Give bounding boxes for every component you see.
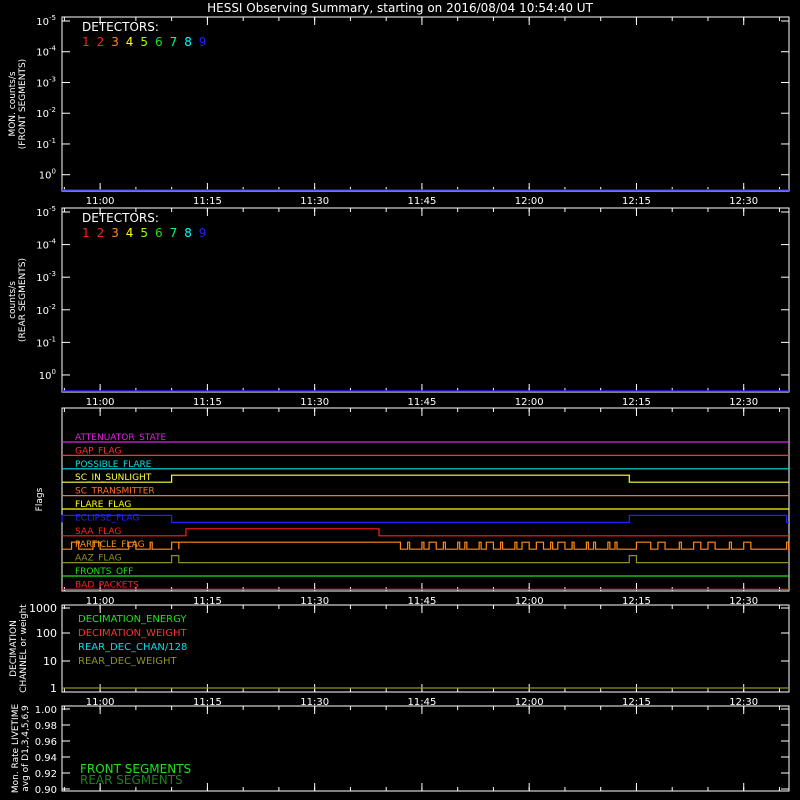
flag-label-possible-flare: POSSIBLE_FLARE bbox=[75, 459, 152, 470]
y-tick-label: $10^{-2}$ bbox=[36, 106, 56, 121]
flag-line-sc-in-sunlight bbox=[62, 475, 789, 482]
legend-detector-9: 9 bbox=[198, 226, 207, 240]
flag-label-flare-flag: FLARE_FLAG bbox=[75, 500, 132, 510]
legend-detector-7: 7 bbox=[169, 226, 178, 240]
flag-label-bad-packets: BAD_PACKETS bbox=[75, 580, 139, 591]
legend-detector-9: 9 bbox=[198, 35, 207, 49]
x-tick-label: 12:00 bbox=[514, 196, 544, 207]
legend-detector-5: 5 bbox=[140, 226, 149, 240]
y-tick-label: $10^{-2}$ bbox=[36, 302, 56, 317]
flag-label-sc-in-sunlight: SC_IN_SUNLIGHT bbox=[75, 473, 152, 484]
x-tick-label: 12:30 bbox=[729, 397, 759, 408]
x-tick-label: 11:45 bbox=[407, 196, 437, 207]
y-tick-label: $10^{-4}$ bbox=[36, 44, 56, 59]
legend-detector-2: 2 bbox=[96, 226, 105, 240]
legend-item: REAR_DEC_WEIGHT bbox=[78, 656, 177, 667]
x-tick-label: 11:30 bbox=[300, 697, 330, 708]
legend-detector-4: 4 bbox=[125, 226, 134, 240]
y-tick-label: 0.94 bbox=[34, 753, 57, 764]
legend-detector-1: 1 bbox=[82, 35, 90, 49]
legend-detector-1: 1 bbox=[82, 226, 90, 240]
chart-title: HESSI Observing Summary, starting on 2016/08/04 10:54:40 UT bbox=[207, 1, 593, 15]
y-axis-label: DECIMATION bbox=[9, 620, 19, 677]
x-tick-label: 11:00 bbox=[85, 596, 115, 607]
y-tick-label: 0.92 bbox=[34, 769, 57, 780]
y-axis-label: Flags bbox=[35, 487, 45, 512]
panel-3-frame bbox=[62, 408, 789, 591]
x-tick-label: 11:45 bbox=[407, 397, 437, 408]
x-tick-label: 12:30 bbox=[729, 596, 759, 607]
x-tick-label: 11:30 bbox=[300, 397, 330, 408]
x-tick-label: 11:45 bbox=[407, 697, 437, 708]
y-tick-label: $10^{-3}$ bbox=[36, 270, 56, 285]
legend-detector-6: 6 bbox=[155, 35, 163, 49]
flag-line-aaz-flag bbox=[62, 553, 789, 564]
x-tick-label: 12:00 bbox=[514, 697, 544, 708]
x-tick-label: 12:30 bbox=[729, 196, 759, 207]
y-tick-label: $10^{-5}$ bbox=[36, 14, 56, 28]
flag-label-fronts-off: FRONTS_OFF bbox=[75, 567, 134, 577]
x-tick-label: 12:15 bbox=[622, 397, 651, 408]
y-tick-label: $10^0$ bbox=[38, 167, 56, 182]
legend-detector-3: 3 bbox=[111, 226, 119, 240]
legend-item: REAR_DEC_CHAN/128 bbox=[78, 642, 188, 653]
y-axis-label: (FRONT SEGMENTS) bbox=[18, 58, 28, 150]
y-tick-label: 1 bbox=[50, 682, 57, 695]
y-tick-label: 0.90 bbox=[34, 785, 57, 796]
x-tick-label: 12:30 bbox=[729, 697, 759, 708]
legend-detector-3: 3 bbox=[111, 35, 119, 49]
y-tick-label: $10^{-1}$ bbox=[36, 335, 56, 350]
flag-label-attenuator-state: ATTENUATOR_STATE bbox=[75, 433, 167, 443]
legend-detector-7: 7 bbox=[169, 35, 178, 49]
x-tick-label: 11:00 bbox=[85, 697, 115, 708]
y-tick-label: $10^0$ bbox=[38, 367, 56, 382]
x-tick-label: 11:30 bbox=[300, 196, 330, 207]
legend-detector-6: 6 bbox=[155, 226, 163, 240]
legend-title: DETECTORS: bbox=[82, 211, 159, 225]
legend-detector-8: 8 bbox=[184, 226, 192, 240]
legend-item: DECIMATION_ENERGY bbox=[78, 614, 187, 625]
y-tick-label: $10^{-5}$ bbox=[36, 205, 56, 219]
x-tick-label: 11:15 bbox=[192, 397, 222, 408]
flag-label-eclipse-flag: ECLIPSE_FLAG bbox=[75, 513, 140, 524]
x-tick-label: 12:15 bbox=[622, 596, 651, 607]
flag-line-saa-flag bbox=[62, 526, 789, 537]
y-axis-label: counts/s bbox=[8, 281, 18, 319]
flag-label-particle-flag: PARTICLE_FLAG bbox=[75, 540, 145, 551]
y-tick-label: $10^{-1}$ bbox=[36, 136, 56, 151]
y-axis-label: avg of D1,3,4,5,6,9 bbox=[21, 705, 31, 792]
legend-detector-5: 5 bbox=[140, 35, 149, 49]
x-tick-label: 11:15 bbox=[192, 196, 222, 207]
flag-label-aaz-flag: AAZ_FLAG bbox=[75, 553, 122, 564]
flag-label-sc-transmitter: SC_TRANSMITTER bbox=[75, 486, 155, 497]
y-tick-label: 10 bbox=[43, 655, 57, 668]
legend-item: FRONT SEGMENTS bbox=[80, 762, 192, 776]
y-axis-label: (REAR SEGMENTS) bbox=[18, 257, 28, 343]
x-tick-label: 12:15 bbox=[622, 196, 651, 207]
x-tick-label: 11:30 bbox=[300, 596, 330, 607]
y-tick-label: 0.98 bbox=[34, 721, 57, 732]
legend-detector-2: 2 bbox=[96, 35, 105, 49]
flag-label-gap-flag: GAP_FLAG bbox=[75, 446, 122, 457]
y-tick-label: $10^{-3}$ bbox=[36, 75, 56, 90]
x-tick-label: 11:00 bbox=[85, 397, 115, 408]
y-tick-label: 0.96 bbox=[34, 737, 57, 748]
x-tick-label: 11:15 bbox=[192, 697, 222, 708]
x-tick-label: 12:00 bbox=[514, 596, 544, 607]
x-tick-label: 11:15 bbox=[192, 596, 222, 607]
legend-detector-8: 8 bbox=[184, 35, 192, 49]
x-tick-label: 12:00 bbox=[514, 397, 544, 408]
y-axis-label: CHANNEL or weight bbox=[19, 604, 29, 693]
y-tick-label: 1000 bbox=[29, 602, 57, 615]
flag-line-particle-flag bbox=[62, 542, 789, 549]
y-tick-label: $10^{-4}$ bbox=[36, 237, 56, 252]
y-tick-label: 1.00 bbox=[34, 705, 57, 716]
legend-item: DECIMATION_WEIGHT bbox=[78, 628, 187, 639]
y-tick-label: 100 bbox=[36, 627, 57, 640]
y-axis-label: MON. counts/s bbox=[8, 71, 18, 137]
x-tick-label: 11:00 bbox=[85, 196, 115, 207]
legend-detector-4: 4 bbox=[125, 35, 134, 49]
flag-line-eclipse-flag bbox=[62, 515, 789, 522]
x-tick-label: 11:45 bbox=[407, 596, 437, 607]
legend-item: REAR SEGMENTS bbox=[80, 773, 183, 787]
legend-title: DETECTORS: bbox=[82, 20, 159, 34]
flag-label-saa-flag: SAA_FLAG bbox=[75, 526, 122, 537]
x-tick-label: 12:15 bbox=[622, 697, 651, 708]
y-axis-label: Mon. Rate LIVETIME bbox=[11, 703, 21, 794]
